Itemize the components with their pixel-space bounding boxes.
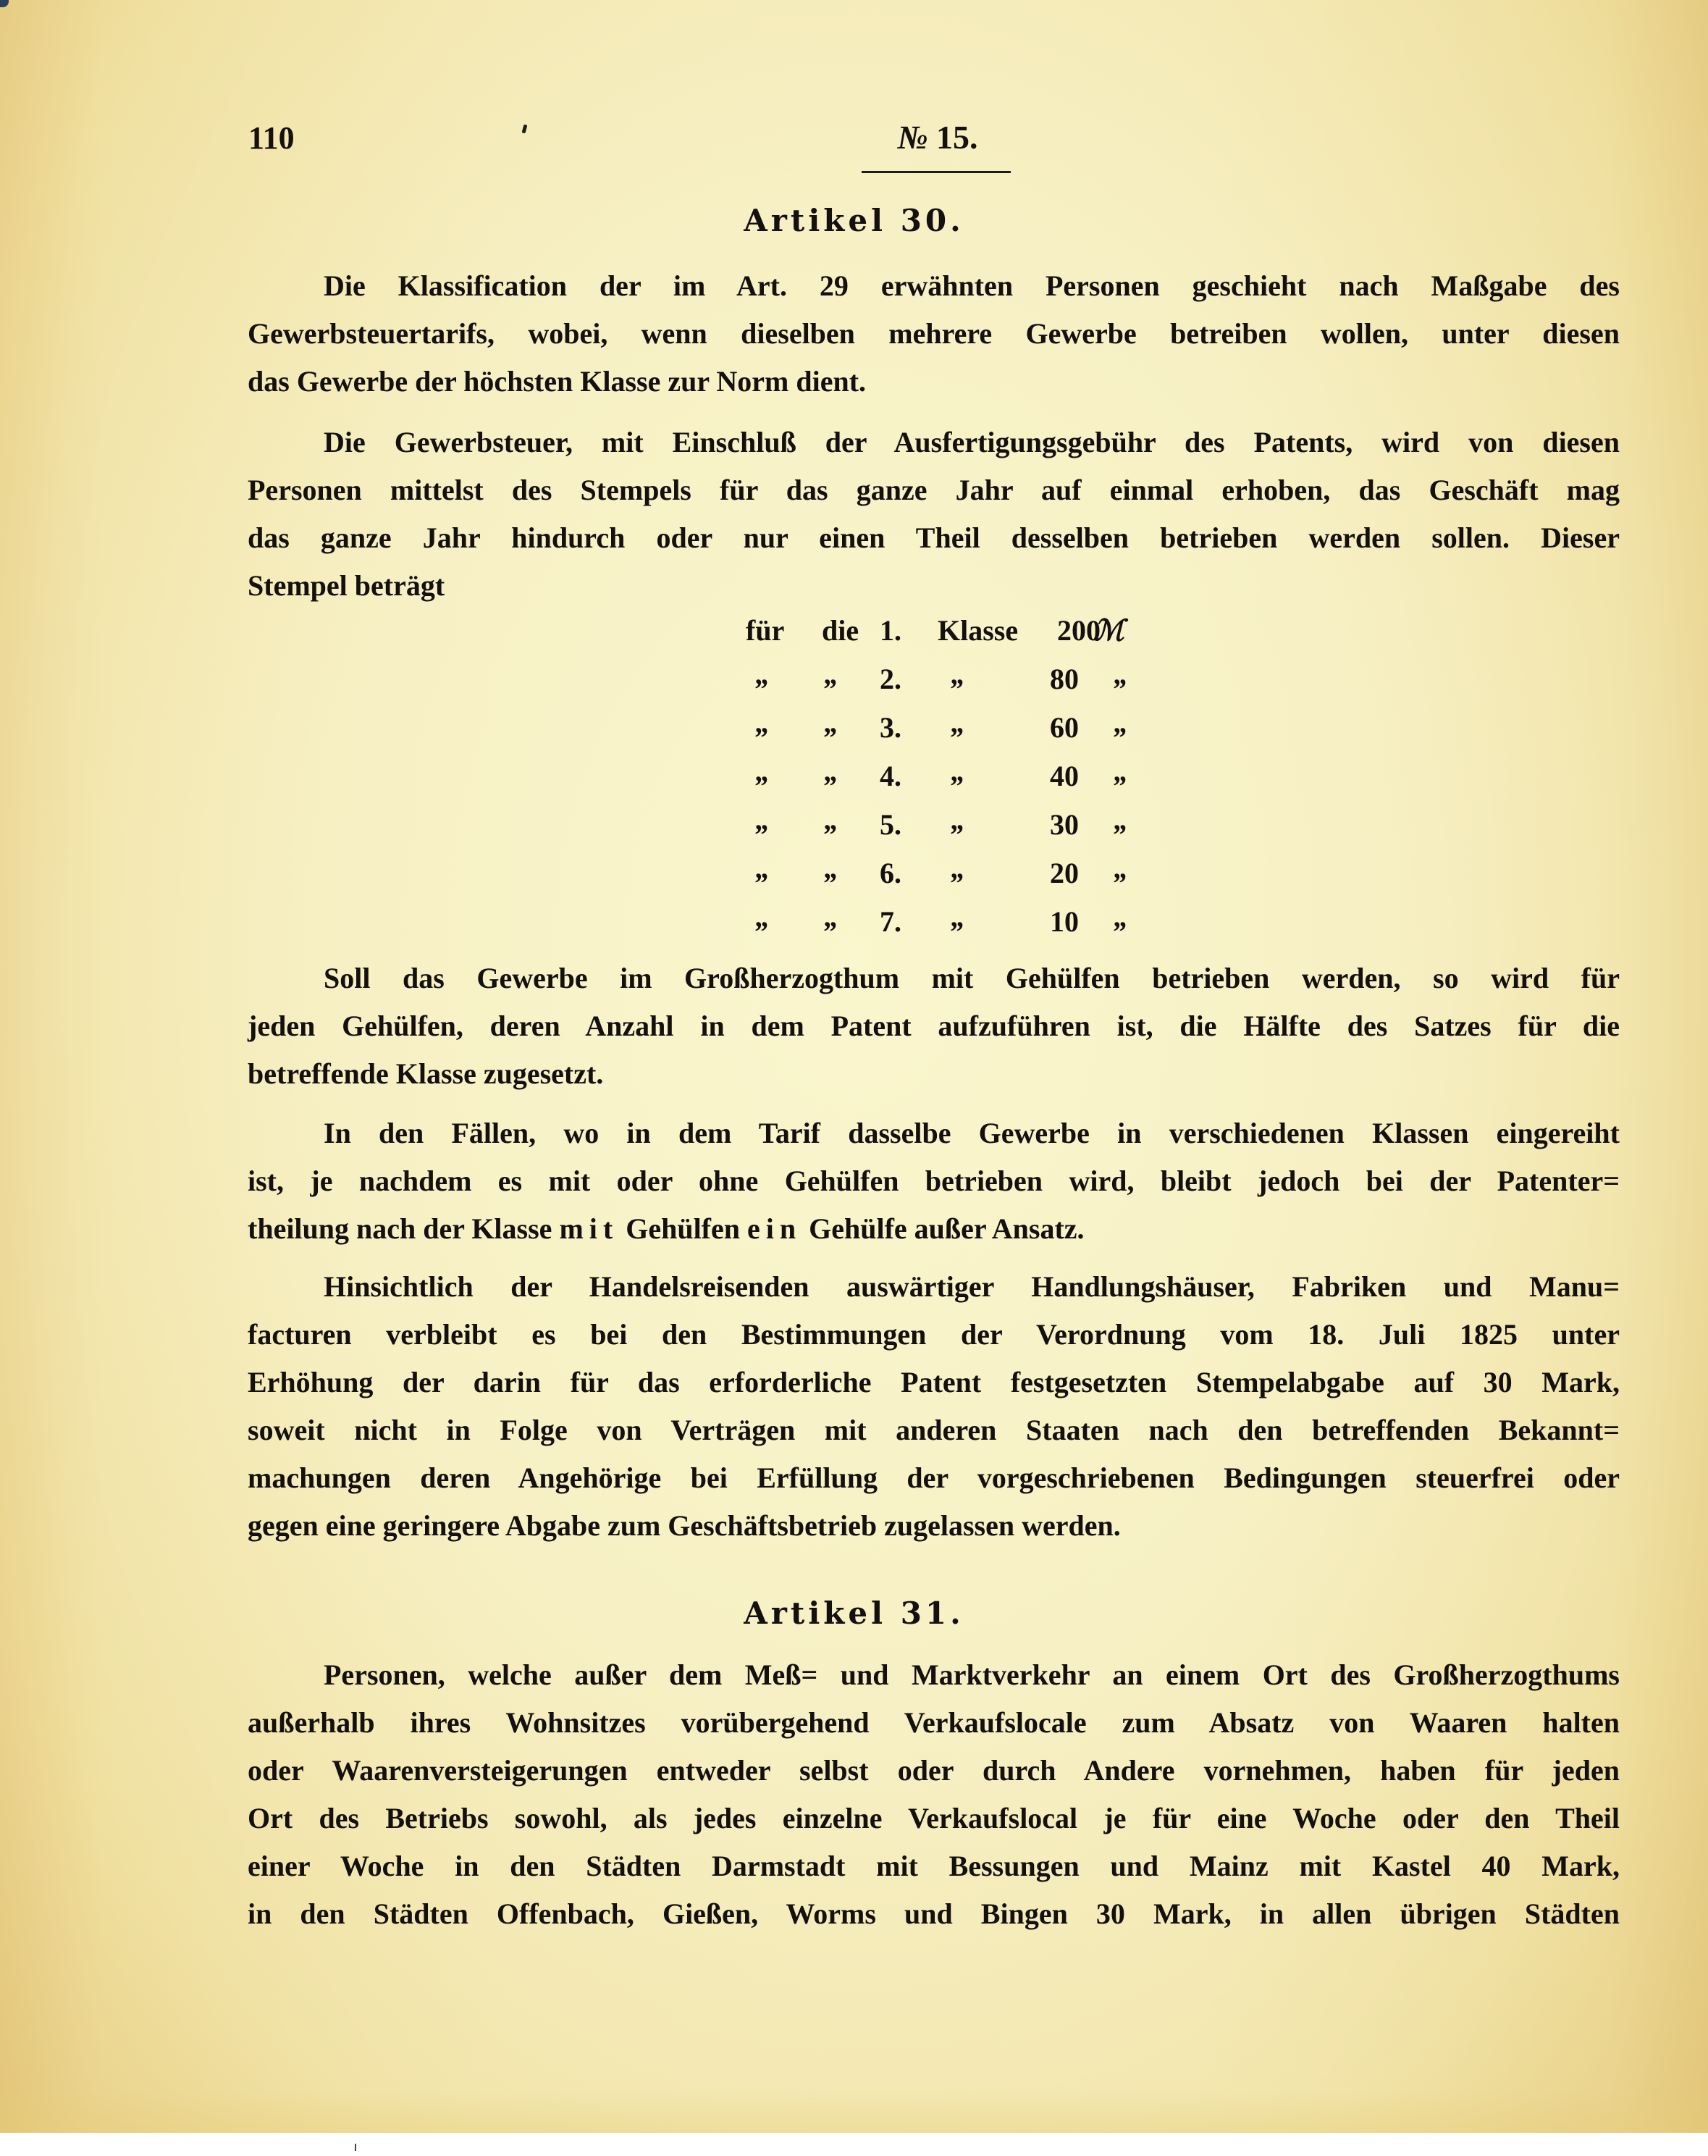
- page-number: 110: [248, 120, 295, 156]
- text-run: Gehülfen: [626, 1212, 740, 1245]
- ditto-mark: ”: [1111, 770, 1126, 802]
- tariff-currency: ℳ: [1093, 614, 1124, 647]
- article-30-paragraph-2: [248, 419, 1620, 610]
- tariff-amount: 20: [1050, 857, 1079, 889]
- text-line: Gewerbsteuertarifs, wobei, wenn dieselben mehrere Gewerbe betreiben wollen, unter diesen: [248, 317, 1620, 350]
- tariff-prefix: für: [746, 614, 785, 647]
- issue-symbol: №: [897, 119, 928, 156]
- tariff-row: [0, 710, 1708, 758]
- ditto-mark: ”: [753, 721, 767, 754]
- text-line: Erhöhung der darin für das erforderliche Patent festgesetzten Stempelabgabe auf 30 Mark,: [248, 1366, 1620, 1398]
- tariff-class-number: 4.: [880, 760, 901, 792]
- tariff-row: [0, 855, 1708, 904]
- ditto-mark: ”: [822, 770, 836, 802]
- text-run: Gehülfe außer Ansatz.: [809, 1212, 1085, 1245]
- ditto-mark: ”: [753, 867, 767, 899]
- emphasized-text: mit: [559, 1212, 619, 1245]
- article-31-paragraph-1: [248, 1651, 1620, 1938]
- ditto-mark: ”: [822, 673, 836, 705]
- ditto-mark: ”: [948, 915, 963, 948]
- text-line: Soll das Gewerbe im Großherzogthum mit Gehülfen betrieben werden, so wird für: [324, 962, 1620, 994]
- issue-number: [847, 118, 1028, 156]
- tariff-amount: 30: [1050, 808, 1079, 841]
- article-30-heading: Artikel 30.: [744, 203, 964, 238]
- text-line: das Gewerbe der höchsten Klasse zur Norm dient.: [248, 365, 867, 398]
- text-line: Die Klassification der im Art. 29 erwähnten Personen geschieht nach Maßgabe des: [324, 269, 1620, 302]
- scan-tick-mark: [355, 2144, 356, 2151]
- ditto-mark: ”: [822, 867, 836, 899]
- text-line: oder Waarenversteigerungen entweder selbst oder durch Andere vornehmen, haben für jeden: [248, 1754, 1620, 1787]
- tariff-row: [0, 661, 1708, 710]
- text-line: außerhalb ihres Wohnsitzes vorübergehend Verkaufslocale zum Absatz von Waaren halten: [248, 1706, 1620, 1739]
- tariff-amount: 10: [1050, 905, 1079, 938]
- text-line: ist, je nachdem es mit oder ohne Gehülfen betrieben wird, bleibt jedoch bei der Patenter=: [248, 1165, 1620, 1197]
- text-line: Personen mittelst des Stempels für das ganze Jahr auf einmal erhoben, das Geschäft mag: [248, 474, 1620, 506]
- article-30-paragraph-5: [248, 1263, 1620, 1550]
- article-30-paragraph-1: [248, 262, 1620, 406]
- ditto-mark: ”: [1111, 867, 1126, 899]
- tariff-row: [0, 758, 1708, 807]
- text-line: einer Woche in den Städten Darmstadt mit Bessungen und Mainz mit Kastel 40 Mark,: [248, 1850, 1620, 1882]
- text-line: In den Fällen, wo in dem Tarif dasselbe Gewerbe in verschiedenen Klassen eingereiht: [324, 1117, 1620, 1149]
- tariff-row: [0, 613, 1708, 661]
- header-rule: [862, 171, 1011, 173]
- text-line: [248, 1205, 1620, 1253]
- tariff-amount: 80: [1050, 663, 1079, 695]
- text-line: Personen, welche außer dem Meß= und Marktverkehr an einem Ort des Großherzogthums: [324, 1658, 1620, 1691]
- ditto-mark: ”: [753, 818, 767, 851]
- ditto-mark: ”: [948, 721, 963, 754]
- text-line: in den Städten Offenbach, Gießen, Worms und Bingen 30 Mark, in allen übrigen Städten: [248, 1897, 1620, 1930]
- tariff-row: [0, 807, 1708, 855]
- ditto-mark: ”: [822, 721, 836, 754]
- tariff-class-number: 5.: [880, 808, 901, 841]
- issue-number-value: 15.: [936, 119, 978, 156]
- text-line: jeden Gehülfen, deren Anzahl in dem Patent aufzuführen ist, die Hälfte des Satzes für die: [248, 1010, 1620, 1042]
- ditto-mark: ”: [948, 867, 963, 899]
- ditto-mark: ”: [1111, 721, 1126, 754]
- tariff-class-label: Klasse: [938, 614, 1019, 647]
- tariff-prefix: die: [822, 614, 859, 647]
- article-31-heading: Artikel 31.: [744, 1595, 964, 1631]
- tariff-row: [0, 904, 1708, 952]
- ditto-mark: ”: [948, 818, 963, 851]
- tariff-amount: 60: [1050, 711, 1079, 744]
- ink-speck: [522, 125, 528, 134]
- text-line: Stempel beträgt: [248, 569, 445, 602]
- emphasized-text: ein: [747, 1212, 802, 1245]
- text-line: facturen verbleibt es bei den Bestimmungen der Verordnung vom 18. Juli 1825 unter: [248, 1318, 1620, 1351]
- ditto-mark: ”: [753, 915, 767, 948]
- article-30-paragraph-4: [248, 1110, 1620, 1253]
- tariff-class-number: 7.: [880, 905, 901, 938]
- ditto-mark: ”: [1111, 673, 1126, 705]
- tariff-table: [0, 613, 1708, 952]
- ditto-mark: ”: [753, 673, 767, 705]
- ditto-mark: ”: [822, 915, 836, 948]
- text-line: Die Gewerbsteuer, mit Einschluß der Ausfertigungsgebühr des Patents, wird von diesen: [324, 426, 1620, 458]
- ditto-mark: ”: [948, 770, 963, 802]
- tariff-rows: [0, 661, 1708, 952]
- text-line: gegen eine geringere Abgabe zum Geschäftsbetrieb zugelassen werden.: [248, 1509, 1121, 1542]
- ditto-mark: ”: [948, 673, 963, 705]
- tariff-class-number: 1.: [880, 614, 901, 647]
- text-line: betreffende Klasse zugesetzt.: [248, 1057, 604, 1090]
- ditto-mark: ”: [753, 770, 767, 802]
- tariff-class-number: 2.: [880, 663, 901, 695]
- tariff-amount: 40: [1050, 760, 1079, 792]
- article-30-paragraph-3: [248, 955, 1620, 1098]
- tariff-class-number: 6.: [880, 857, 901, 889]
- scan-corner-mark: [0, 0, 9, 7]
- text-line: soweit nicht in Folge von Verträgen mit anderen Staaten nach den betreffenden Bekannt=: [248, 1414, 1620, 1446]
- text-line: Ort des Betriebs sowohl, als jedes einzelne Verkaufslocal je für eine Woche oder den Theil: [248, 1802, 1620, 1834]
- text-line: Hinsichtlich der Handelsreisenden auswärtiger Handlungshäuser, Fabriken und Manu=: [324, 1270, 1620, 1303]
- text-line: machungen deren Angehörige bei Erfüllung der vorgeschriebenen Bedingungen steuerfrei oder: [248, 1461, 1620, 1494]
- ditto-mark: ”: [1111, 915, 1126, 948]
- ditto-mark: ”: [1111, 818, 1126, 851]
- tariff-amount: 200: [1057, 614, 1101, 647]
- tariff-class-number: 3.: [880, 711, 901, 744]
- ditto-mark: ”: [822, 818, 836, 851]
- text-run: theilung nach der Klasse: [248, 1212, 552, 1245]
- text-line: das ganze Jahr hindurch oder nur einen Theil desselben betrieben werden sollen. Dieser: [248, 521, 1620, 554]
